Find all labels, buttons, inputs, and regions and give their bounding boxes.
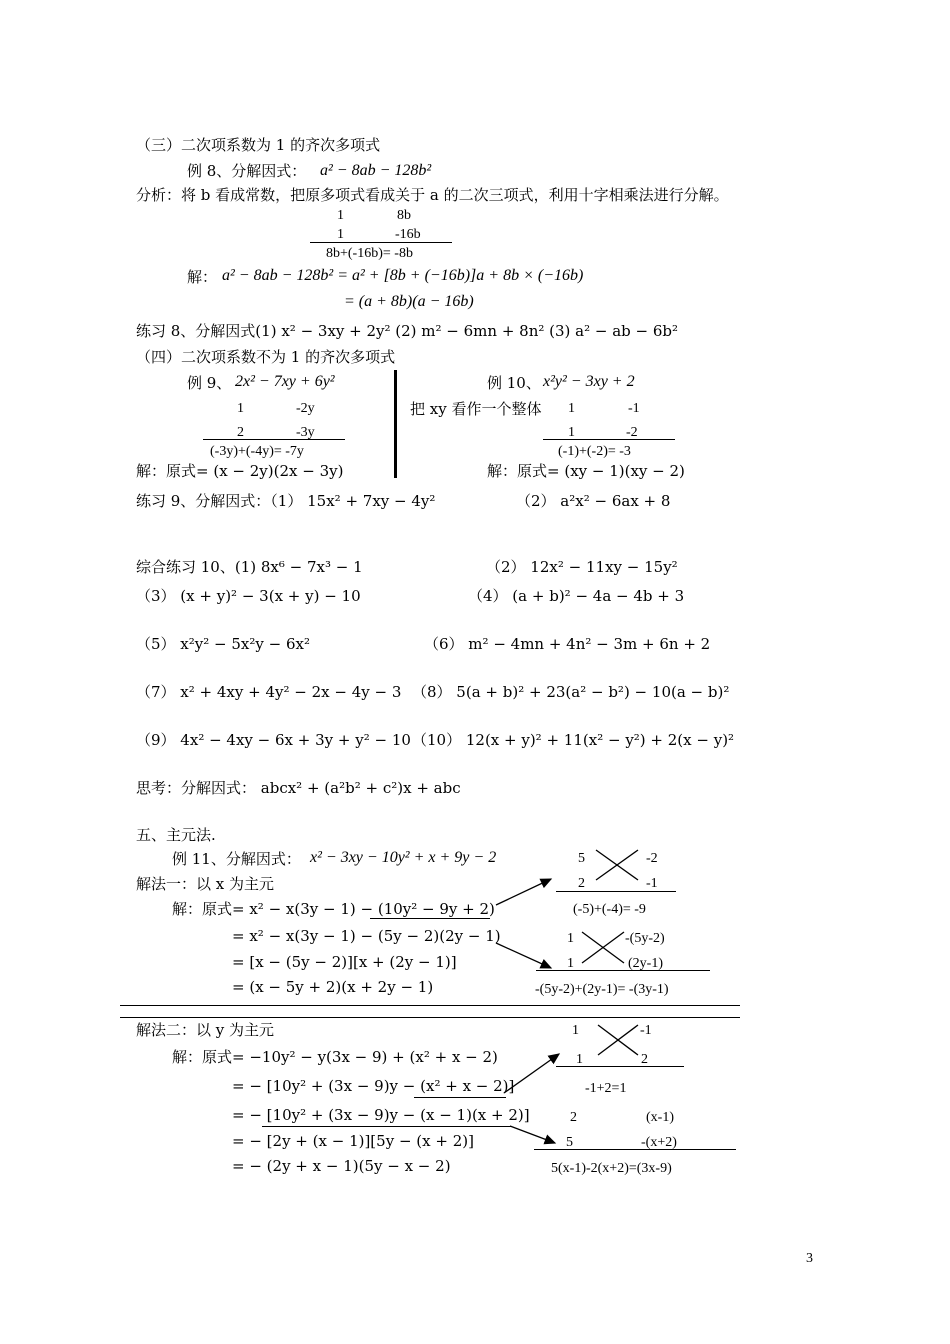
method-2-line-2: = − [10y² + (3x − 9)y − (x² + x − 2)] <box>232 1077 515 1095</box>
section-3-heading: （三）二次项系数为 1 的齐次多项式 <box>136 136 381 154</box>
cross-11d-sum: 5(x-1)-2(x+2)=(3x-9) <box>551 1161 672 1176</box>
method-1-line-4: = (x − 5y + 2)(x + 2y − 1) <box>232 978 434 996</box>
cross-11c-sum: -1+2=1 <box>585 1081 627 1096</box>
cross-11d-c2: -(x+2) <box>641 1135 677 1150</box>
cross-10-a2: 1 <box>568 425 575 440</box>
cross-11a-a2: 2 <box>578 876 585 891</box>
example-10-note: 把 xy 看作一个整体 <box>410 400 542 418</box>
cross-9-c1: -2y <box>296 401 315 416</box>
practice-9-part-1: 练习 9、分解因式：（1） 15x² + 7xy − 4y² <box>136 492 436 510</box>
example-8-label: 例 8、分解因式： <box>187 162 307 180</box>
example-11-label: 例 11、分解因式： <box>172 850 301 868</box>
cross-11a-c1: -2 <box>646 851 658 866</box>
method-2-line-5: = − (2y + x − 1)(5y − x − 2) <box>232 1157 451 1175</box>
method-2-label: 解法二：以 y 为主元 <box>136 1021 275 1039</box>
example-11-expression: x² − 3xy − 10y² + x + 9y − 2 <box>310 849 497 866</box>
cross-11a-c2: -1 <box>646 876 658 891</box>
example-10-solution: 解：原式= (xy − 1)(xy − 2) <box>487 462 685 480</box>
cross-11d-c1: (x-1) <box>646 1110 674 1125</box>
example-9-expression: 2x² − 7xy + 6y² <box>235 373 335 390</box>
cross-8-c1: 8b <box>397 208 411 223</box>
example-9-solution: 解：原式= (x − 2y)(2x − 3y) <box>136 462 344 480</box>
comprehensive-2: （2） 12x² − 11xy − 15y² <box>486 558 678 576</box>
analysis-text: 分析：将 b 看成常数，把原多项式看成关于 a 的二次三项式，利用十字相乘法进行分解。 <box>136 186 729 204</box>
method-2-line-3: = − [10y² + (3x − 9)y − (x − 1)(x + 2)] <box>232 1106 530 1124</box>
section-5-heading: 五、主元法. <box>136 826 216 844</box>
practice-8: 练习 8、分解因式(1) x² − 3xy + 2y² (2) m² − 6mn + 8n² (3) a² − ab − 6b² <box>136 322 679 340</box>
comprehensive-9: （9） 4x² − 4xy − 6x + 3y + y² − 10 <box>136 731 411 749</box>
example-10-expression: x²y² − 3xy + 2 <box>543 373 635 390</box>
cross-11d-a1: 2 <box>570 1110 577 1125</box>
cross-11b-a2: 1 <box>567 956 574 971</box>
cross-8-a2: 1 <box>337 227 344 242</box>
solution-8-line-1: a² − 8ab − 128b² = a² + [8b + (−16b)]a + 8b × (−16b) <box>222 267 584 284</box>
cross-11a-sum: (-5)+(-4)= -9 <box>573 902 646 917</box>
cross-9-a2: 2 <box>237 425 244 440</box>
cross-10-c2: -2 <box>626 425 638 440</box>
method-2-line-4: = − [2y + (x − 1)][5y − (x + 2)] <box>232 1132 474 1150</box>
method-1-line-1: 解：原式= x² − x(3y − 1) − (10y² − 9y + 2) <box>172 900 495 918</box>
think-question: 思考：分解因式： abcx² + (a²b² + c²)x + abc <box>136 779 461 797</box>
section-4-heading: （四）二次项系数不为 1 的齐次多项式 <box>136 348 396 366</box>
comprehensive-7: （7） x² + 4xy + 4y² − 2x − 4y − 3 <box>136 683 402 701</box>
cross-9-c2: -3y <box>296 425 315 440</box>
comprehensive-1: 综合练习 10、(1) 8x⁶ − 7x³ − 1 <box>136 558 363 576</box>
comprehensive-3: （3） (x + y)² − 3(x + y) − 10 <box>136 587 361 605</box>
cross-11b-sum: -(5y-2)+(2y-1)= -(3y-1) <box>535 982 669 997</box>
cross-11b-c2: (2y-1) <box>628 956 663 971</box>
comprehensive-5: （5） x²y² − 5x²y − 6x² <box>136 635 310 653</box>
cross-10-a1: 1 <box>568 401 575 416</box>
cross-11c-a1: 1 <box>572 1023 579 1038</box>
example-9-label: 例 9、 <box>187 374 232 392</box>
cross-8-sum: 8b+(-16b)= -8b <box>326 246 413 261</box>
practice-9-part-2: （2） a²x² − 6ax + 8 <box>516 492 671 510</box>
cross-11c-c2: 2 <box>641 1052 648 1067</box>
comprehensive-10: （10） 12(x + y)² + 11(x² − y²) + 2(x − y)² <box>412 731 735 749</box>
cross-11b-a1: 1 <box>567 931 574 946</box>
example-10-label: 例 10、 <box>487 374 541 392</box>
method-1-line-3: = [x − (5y − 2)][x + (2y − 1)] <box>232 953 457 971</box>
cross-8-c2: -16b <box>395 227 421 242</box>
cross-11a-a1: 5 <box>578 851 585 866</box>
cross-11c-c1: -1 <box>640 1023 652 1038</box>
solution-label: 解： <box>187 268 218 286</box>
comprehensive-6: （6） m² − 4mn + 4n² − 3m + 6n + 2 <box>424 635 711 653</box>
cross-10-sum: (-1)+(-2)= -3 <box>558 444 631 459</box>
page-number: 3 <box>806 1251 813 1266</box>
cross-9-a1: 1 <box>237 401 244 416</box>
solution-8-line-2: = (a + 8b)(a − 16b) <box>344 293 474 310</box>
arrow-4 <box>510 1126 555 1143</box>
arrow-1 <box>496 879 551 905</box>
method-2-line-1: 解：原式= −10y² − y(3x − 9) + (x² + x − 2) <box>172 1048 498 1066</box>
method-1-label: 解法一：以 x 为主元 <box>136 875 274 893</box>
cross-11d-a2: 5 <box>566 1135 573 1150</box>
cross-8-a1: 1 <box>337 208 344 223</box>
arrow-3 <box>504 1054 559 1093</box>
comprehensive-4: （4） (a + b)² − 4a − 4b + 3 <box>468 587 685 605</box>
cross-9-sum: (-3y)+(-4y)= -7y <box>210 444 304 459</box>
example-8-expression: a² − 8ab − 128b² <box>320 162 432 179</box>
comprehensive-8: （8） 5(a + b)² + 23(a² − b²) − 10(a − b)² <box>412 683 730 701</box>
cross-11c-a2: 1 <box>576 1052 583 1067</box>
arrow-2 <box>496 943 551 968</box>
cross-10-c1: -1 <box>628 401 640 416</box>
cross-11b-c1: -(5y-2) <box>625 931 665 946</box>
method-1-line-2: = x² − x(3y − 1) − (5y − 2)(2y − 1) <box>232 927 501 945</box>
